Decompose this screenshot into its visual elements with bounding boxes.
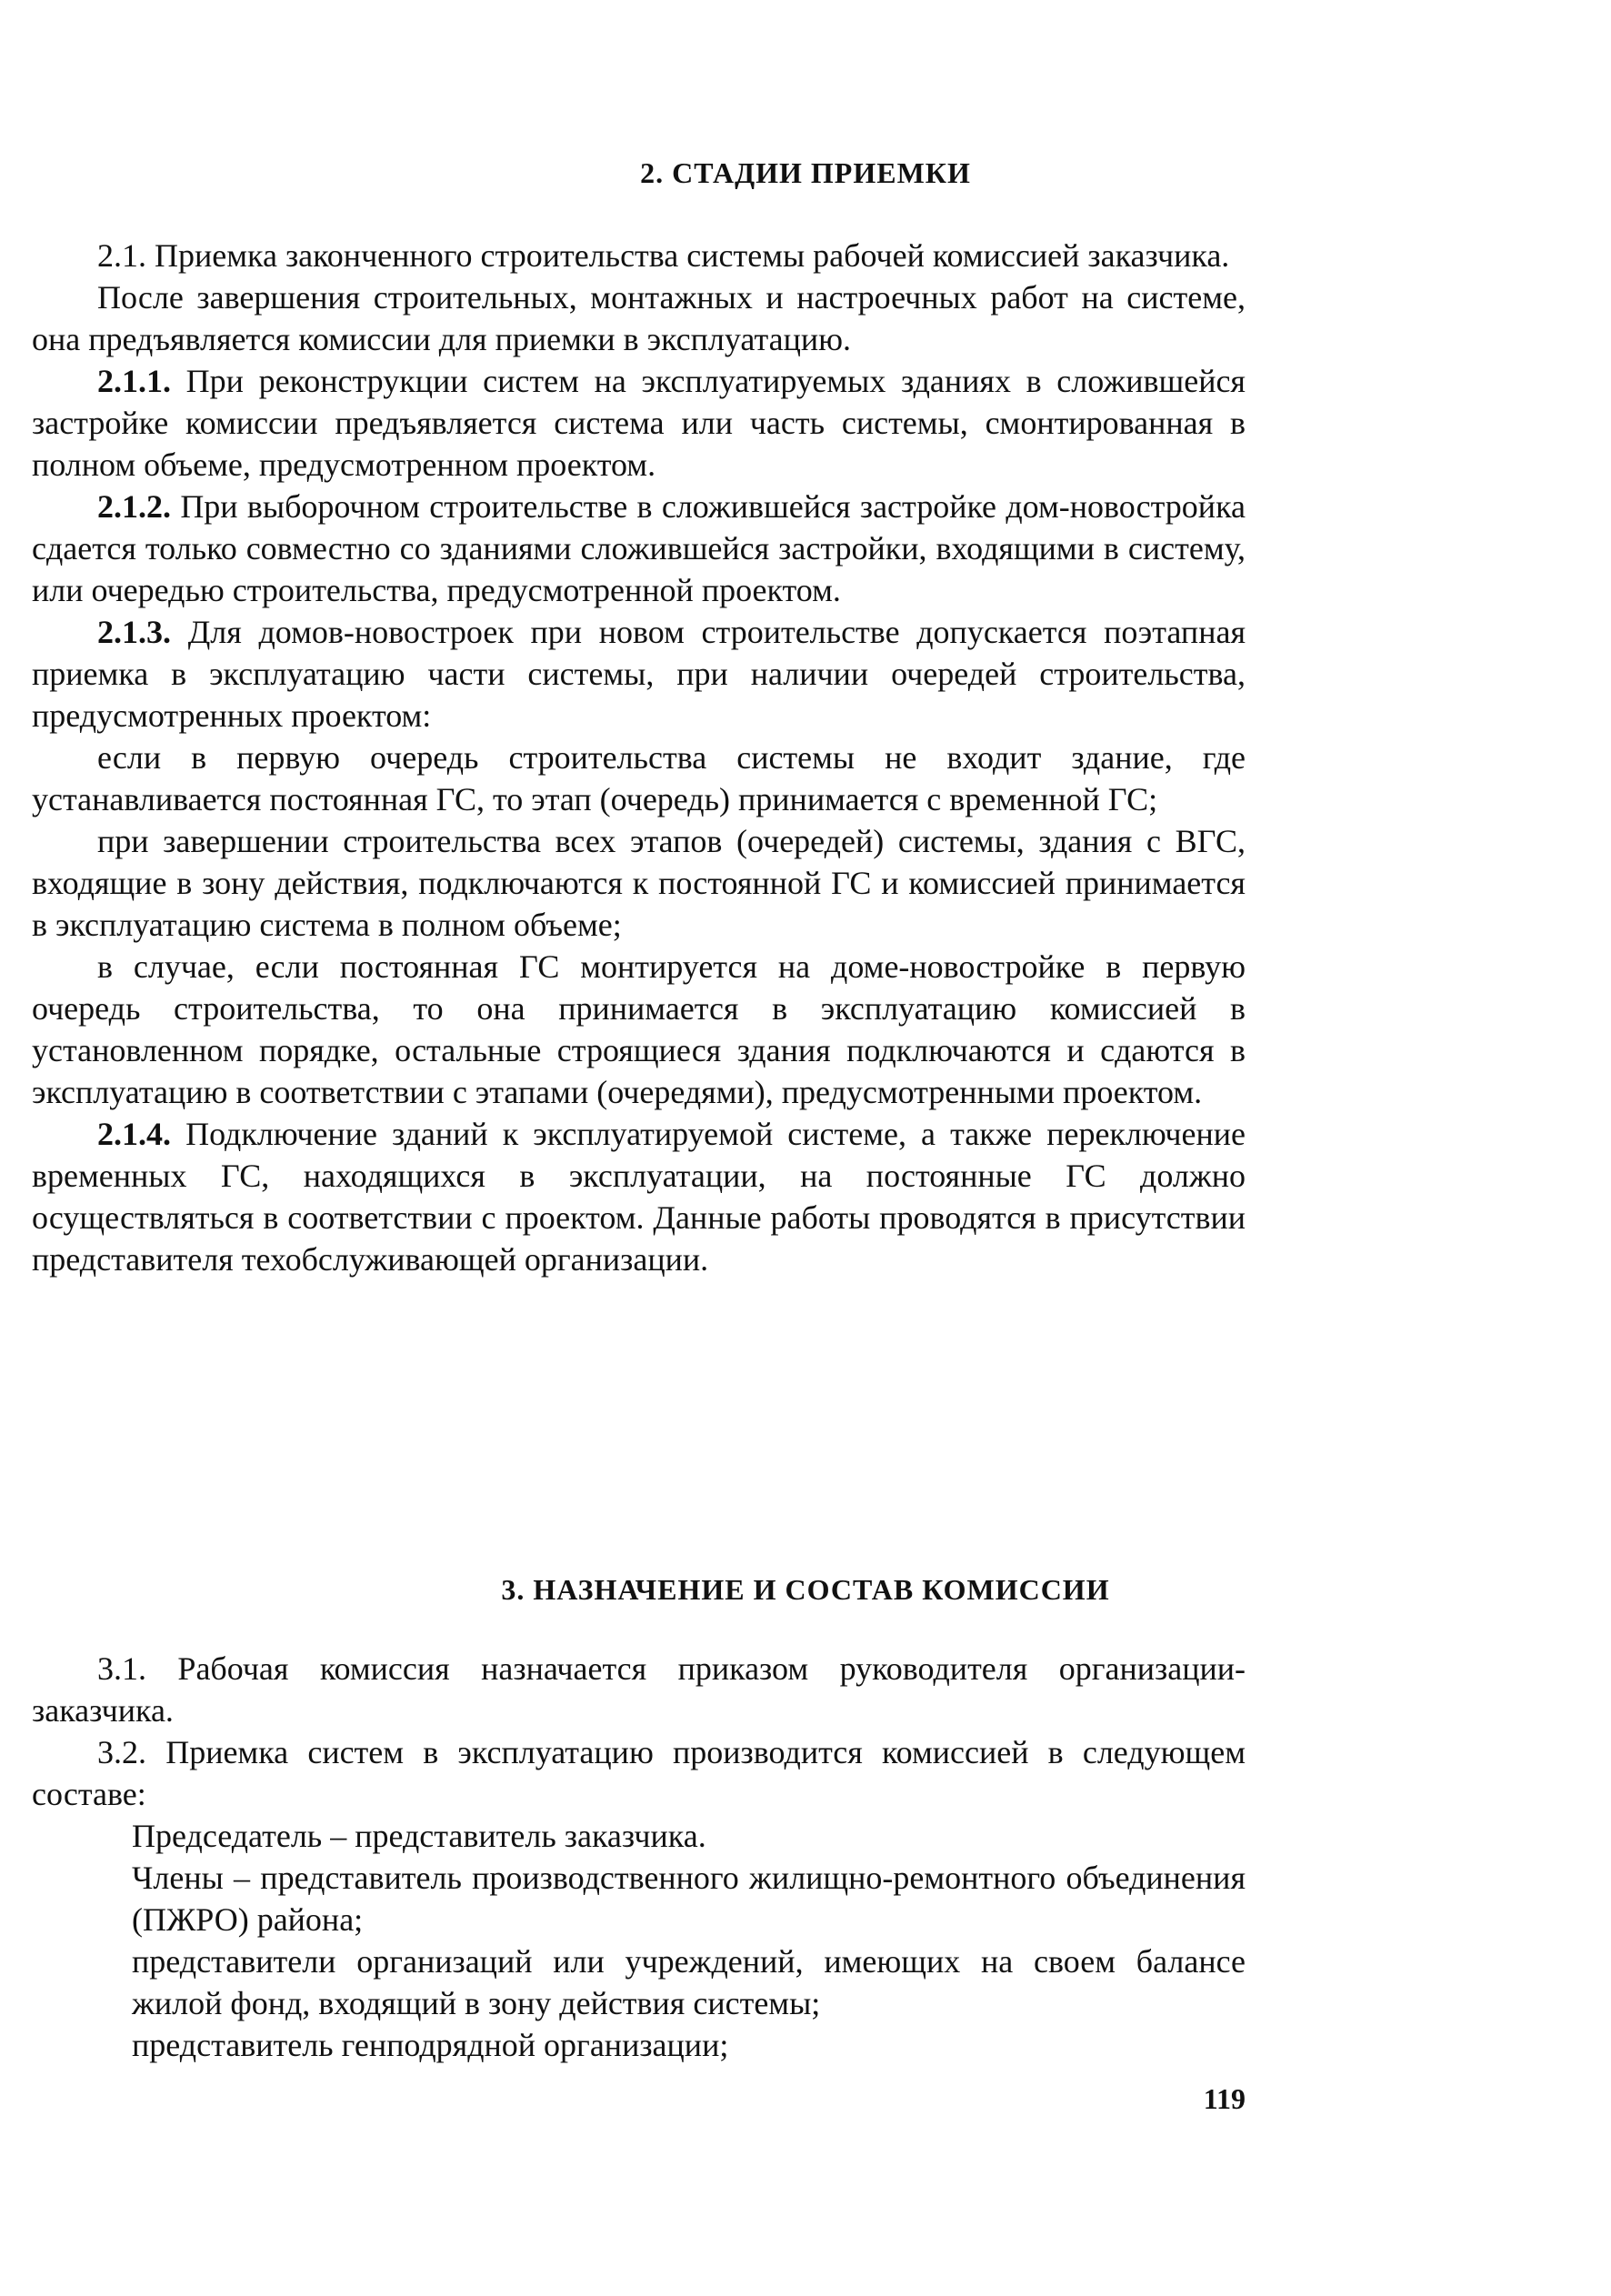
paragraph-permanent-gs: в случае, если постоянная ГС монтируется на доме-новостройке в первую очередь строительства, то она принимается в эксплуатацию комиссией в установленном порядке, остальные строящиеся здания подключаются и сдаются в эксплуатацию в соответствии с этапами (очередями), предусмотренными проектом. xyxy=(32,948,1246,1110)
clause-number: 2.1.2. xyxy=(97,488,171,525)
section-3-body xyxy=(32,1648,1246,2066)
clause-text: Подключение зданий к эксплуатируемой системе, а также переключение временных ГС, находящихся в эксплуатации, на постоянные ГС должно осуществляться в соответствии с проектом. Данные работы проводятся в присутствии представителя техобслуживающей организации. xyxy=(32,1116,1246,1278)
paragraph-2-1: 2.1. Приемка законченного строительства системы рабочей комиссией заказчика. xyxy=(97,237,1230,274)
paragraph-temporary-gs: если в первую очередь строительства системы не входит здание, где устанавливается постоянная ГС, то этап (очередь) принимается с временной ГС; xyxy=(32,739,1246,817)
commission-members: Члены – представитель производственного жилищно-ремонтного объединения (ПЖРО) района; xyxy=(132,1860,1246,1938)
clause-number: 2.1.1. xyxy=(97,363,171,399)
paragraph-2-1-intro: После завершения строительных, монтажных и настроечных работ на системе, она предъявляется комиссии для приемки в эксплуатацию. xyxy=(32,279,1246,357)
clause-text: При выборочном строительстве в сложившейся застройке дом-новостройка сдается только совместно со зданиями сложившейся застройки, входящими в систему, или очередью строительства, предусмотренной проектом. xyxy=(32,488,1246,608)
commission-organizations: представители организаций или учреждений, имеющих на своем балансе жилой фонд, входящий в зону действия системы; xyxy=(132,1943,1246,2021)
clause-text: Для домов-новостроек при новом строительстве допускается поэтапная приемка в эксплуатацию части системы, при наличии очередей строительства, предусмотренных проектом: xyxy=(32,614,1246,734)
clause-text: При реконструкции систем на эксплуатируемых зданиях в сложившейся застройке комиссии предъявляется система или часть системы, смонтированная в полном объеме, предусмотренном проектом. xyxy=(32,363,1246,483)
page-number: 119 xyxy=(1203,2082,1246,2115)
paragraph-all-stages: при завершении строительства всех этапов (очередей) системы, здания с ВГС, входящие в зону действия, подключаются к постоянной ГС и комиссией принимается в эксплуатацию система в полном объеме; xyxy=(32,823,1246,943)
paragraph-2-1-2 xyxy=(32,486,1246,611)
section-2-heading: 2. СТАДИИ ПРИЕМКИ xyxy=(640,156,971,189)
paragraph-3-1: 3.1. Рабочая комиссия назначается приказом руководителя организации-заказчика. xyxy=(32,1650,1246,1729)
paragraph-2-1-4 xyxy=(32,1113,1246,1280)
clause-number: 2.1.4. xyxy=(97,1116,171,1152)
clause-number: 2.1.3. xyxy=(97,614,171,650)
paragraph-3-2: 3.2. Приемка систем в эксплуатацию производится комиссией в следующем составе: xyxy=(32,1734,1246,1812)
paragraph-2-1-1 xyxy=(32,360,1246,486)
section-2-body xyxy=(32,235,1246,1280)
section-3-heading: 3. НАЗНАЧЕНИЕ И СОСТАВ КОМИССИИ xyxy=(501,1573,1110,1606)
paragraph-2-1-3 xyxy=(32,611,1246,737)
commission-chairman: Председатель – представитель заказчика. xyxy=(132,1818,706,1854)
commission-general-contractor: представитель генподрядной организации; xyxy=(132,2027,729,2063)
